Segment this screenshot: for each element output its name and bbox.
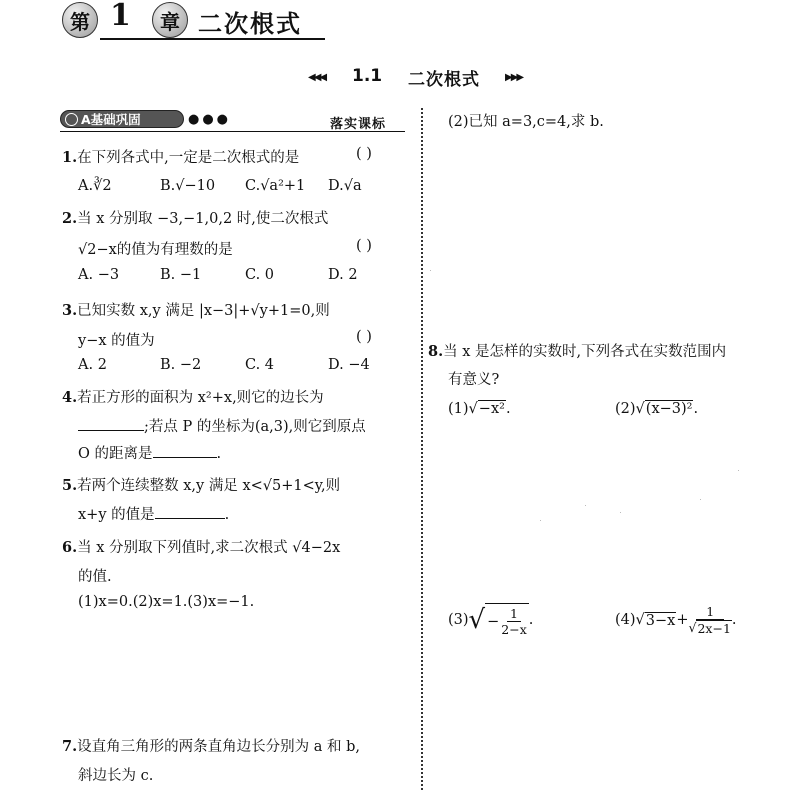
q2-option-b: B. −1: [160, 267, 202, 283]
q5-number: 5.: [62, 477, 78, 494]
scan-speck: [620, 512, 621, 513]
q6-line1: 6.当 x 分别取下列值时,求二次根式 √4−2x: [62, 539, 341, 556]
chapter-char-zhang: 章: [152, 2, 188, 38]
q3-option-d: D. −4: [328, 357, 370, 373]
section-number: 1.1: [352, 66, 383, 86]
q1-option-a: A.∛2: [78, 178, 112, 194]
q2-line1: 2.当 x 分别取 −3,−1,0,2 时,使二次根式: [62, 210, 329, 227]
q8-line2: 有意义?: [448, 372, 500, 388]
q3-option-a: A. 2: [78, 357, 107, 373]
chapter-number: 1: [110, 0, 131, 33]
scan-speck: [430, 270, 431, 271]
q8-p3-denominator: 2−x: [501, 622, 527, 637]
q7-part2: (2)已知 a=3,c=4,求 b.: [448, 114, 604, 130]
q8-part3: (3) √ − $\frac{1}{2-x}$ .: [448, 605, 534, 637]
section-title: 二次根式: [408, 70, 480, 90]
q2-number: 2.: [62, 210, 78, 227]
q7-number: 7.: [62, 738, 78, 755]
q2-line2: √2−x的值为有理数的是: [78, 242, 233, 258]
q8-p4-denominator: 2x−1: [697, 621, 731, 636]
q3-option-b: B. −2: [160, 357, 202, 373]
q8-number: 8.: [428, 343, 444, 360]
column-divider: [421, 108, 423, 790]
q3-option-c: C. 4: [245, 357, 275, 373]
q1-option-c: C.√a²+1: [245, 178, 306, 194]
chapter-char-di: 第: [62, 2, 98, 38]
q3-bracket: ( ): [356, 329, 372, 345]
q4-blank-2[interactable]: [153, 443, 217, 458]
sqrt-sign: √: [468, 605, 486, 635]
q5-line1: 5.若两个连续整数 x,y 满足 x<√5+1<y,则: [62, 477, 341, 494]
q2-bracket: ( ): [356, 238, 372, 254]
section-left-arrows: ◀◀◀: [308, 72, 326, 83]
q8-part4: (4) √ 3−x + 1 √ 2x−1 .: [615, 604, 737, 636]
banner-circle-icon: [65, 113, 78, 126]
banner-label: A基础巩固: [81, 112, 141, 127]
section-right-arrows: ▶▶▶: [505, 72, 523, 83]
q8-line1: 8.当 x 是怎样的实数时,下列各式在实数范围内: [428, 343, 727, 360]
q4-line1: 4.若正方形的面积为 x²+x,则它的边长为: [62, 389, 324, 406]
q3-line2: y−x 的值为: [78, 333, 155, 349]
q2-option-d: D. 2: [328, 267, 358, 283]
scan-speck: [738, 470, 739, 471]
q8-p4-numerator: 1: [696, 604, 724, 620]
q3-line1: 3.已知实数 x,y 满足 |x−3|+√y+1=0,则: [62, 302, 330, 319]
q1-stem: [62, 146, 299, 167]
q4-line2: ;若点 P 的坐标为(a,3),则它到原点: [78, 415, 366, 436]
q2-option-c: C. 0: [245, 267, 275, 283]
section-a-banner: [60, 110, 184, 128]
q1-option-d: D.√a: [328, 178, 362, 194]
q3-number: 3.: [62, 302, 78, 319]
q1-bracket: ( ): [356, 146, 372, 162]
scan-speck: [540, 520, 541, 521]
chapter-underline: [100, 38, 325, 40]
sqrt-sign: √: [635, 612, 645, 628]
q6-line2: 的值.: [78, 569, 112, 585]
banner-dots: ●●●: [188, 112, 232, 127]
chapter-title: 二次根式: [198, 10, 302, 38]
scan-speck: [700, 499, 701, 500]
q6-line3: (1)x=0.(2)x=1.(3)x=−1.: [78, 594, 255, 610]
q1-text: 在下列各式中,一定是二次根式的是: [77, 150, 300, 166]
q2-option-a: A. −3: [78, 267, 120, 283]
sqrt-sign: √: [635, 401, 645, 417]
q5-blank[interactable]: [155, 504, 225, 519]
q4-line3: O 的距离是 .: [78, 442, 221, 463]
q8-part1: (1)√−x².: [448, 401, 511, 417]
sqrt-sign: √: [468, 401, 478, 417]
q7-line2: 斜边长为 c.: [78, 768, 154, 784]
q5-line2: x+y 的值是 .: [78, 503, 229, 524]
q4-number: 4.: [62, 389, 78, 406]
q8-p3-numerator: 1: [507, 606, 521, 622]
q8-part2: (2)√(x−3)².: [615, 401, 699, 417]
q1-option-b: B.√−10: [160, 178, 216, 194]
banner-tag: 落实课标: [330, 117, 387, 132]
q6-number: 6.: [62, 539, 78, 556]
q7-line1: 7.设直角三角形的两条直角边长分别为 a 和 b,: [62, 738, 361, 755]
scan-speck: [585, 505, 586, 506]
q4-blank-1[interactable]: [78, 416, 144, 431]
q1-number: 1.: [62, 149, 78, 166]
